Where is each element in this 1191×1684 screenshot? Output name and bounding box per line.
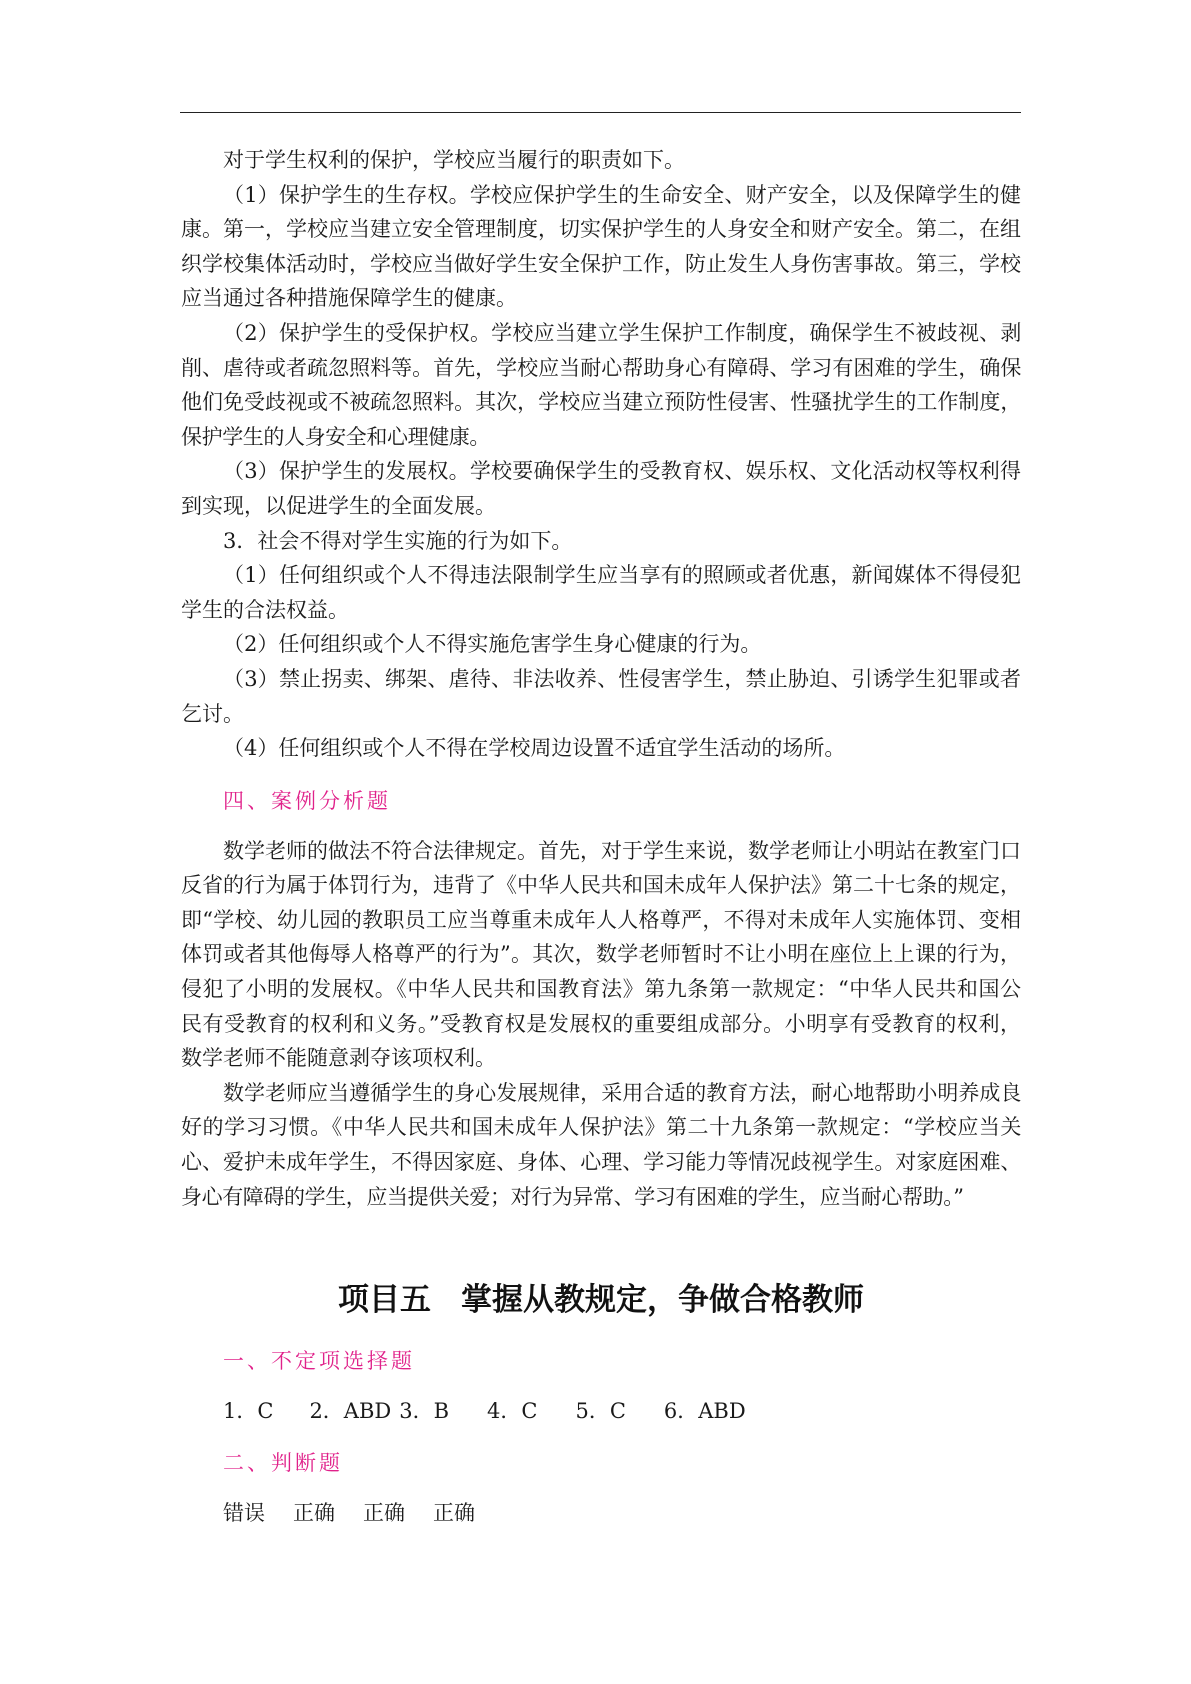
true-false-heading: 二、判断题	[223, 1451, 343, 1476]
paragraph-society-item-1: （1）任何组织或个人不得违法限制学生应当享有的照顾或者优惠，新闻媒体不得侵犯学生的合法权益。	[181, 563, 1021, 622]
chapter-number: 项目五	[338, 1282, 431, 1319]
answer-4: 4．C	[487, 1399, 538, 1424]
paragraph-development-right: （3）保护学生的发展权。学校要确保学生的受教育权、娱乐权、文化活动权等权利得到实现，以促进学生的全面发展。	[181, 459, 1021, 518]
judge-answer-3: 正确	[363, 1501, 405, 1526]
chapter-name: 掌握从教规定，争做合格教师	[461, 1282, 864, 1319]
case-paragraph-1: 数学老师的做法不符合法律规定。首先，对于学生来说，数学老师让小明站在教室门口反省的行为属于体罚行为，违背了《中华人民共和国未成年人保护法》第二十七条的规定，即“学校、幼儿园的教职员工应当尊重未成年人人格尊严，不得对未成年人实施体罚、变相体罚或者其他侮辱人格尊严的行为”。其次，数学老师暂时不让小明在座位上上课的行为，侵犯了小明的发展权。《中华人民共和国教育法》第九条第一款规定：“中华人民共和国公民有受教育的权利和义务。”受教育权是发展权的重要组成部分。小明享有受教育的权利，数学老师不能随意剥夺该项权利。	[181, 838, 1021, 1071]
case-paragraph-2: 数学老师应当遵循学生的身心发展规律，采用合适的教育方法，耐心地帮助小明养成良好的学习习惯。《中华人民共和国未成年人保护法》第二十九条第一款规定：“学校应当关心、爱护未成年学生，不得因家庭、身体、心理、学习能力等情况歧视学生。对家庭困难、身心有障碍的学生，应当提供关爱；对行为异常、学习有困难的学生，应当耐心帮助。”	[181, 1080, 1021, 1209]
case-analysis-heading: 四、案例分析题	[223, 788, 391, 813]
multiple-choice-answers	[181, 1394, 1021, 1428]
true-false-answers	[181, 1496, 1021, 1530]
paragraph-society-item-4: （4）任何组织或个人不得在学校周边设置不适宜学生活动的场所。	[223, 736, 846, 761]
paragraph-survival-right: （1）保护学生的生存权。学校应保护学生的生命安全、财产安全，以及保障学生的健康。第一，学校应当建立安全管理制度，切实保护学生的人身安全和财产安全。第二，在组织学校集体活动时，学校应当做好学生安全保护工作，防止发生人身伤害事故。第三，学校应当通过各种措施保障学生的健康。	[181, 182, 1021, 311]
header-rule	[180, 112, 1021, 113]
answer-2: 2．ABD	[309, 1399, 392, 1424]
answer-5: 5．C	[575, 1399, 626, 1424]
answer-3: 3．B	[399, 1399, 450, 1424]
answer-1: 1．C	[223, 1399, 274, 1424]
chapter-title	[181, 1280, 1021, 1320]
paragraph-society-intro: 3．社会不得对学生实施的行为如下。	[223, 528, 573, 553]
paragraph-society-item-3: （3）禁止拐卖、绑架、虐待、非法收养、性侵害学生，禁止胁迫、引诱学生犯罪或者乞讨。	[181, 666, 1021, 726]
judge-answer-4: 正确	[433, 1501, 475, 1526]
answer-6: 6．ABD	[663, 1399, 746, 1424]
intro-paragraph: 对于学生权利的保护，学校应当履行的职责如下。	[223, 148, 685, 172]
multiple-choice-heading: 一、不定项选择题	[223, 1349, 415, 1374]
paragraph-society-item-2: （2）任何组织或个人不得实施危害学生身心健康的行为。	[223, 632, 762, 657]
paragraph-protection-right: （2）保护学生的受保护权。学校应当建立学生保护工作制度，确保学生不被歧视、剥削、虐待或者疏忽照料等。首先，学校应当耐心帮助身心有障碍、学习有困难的学生，确保他们免受歧视或不被疏忽照料。其次，学校应当建立预防性侵害、性骚扰学生的工作制度，保护学生的人身安全和心理健康。	[181, 320, 1021, 449]
judge-answer-1: 错误	[223, 1501, 265, 1526]
judge-answer-2: 正确	[293, 1501, 335, 1526]
page-body	[181, 143, 1021, 1530]
